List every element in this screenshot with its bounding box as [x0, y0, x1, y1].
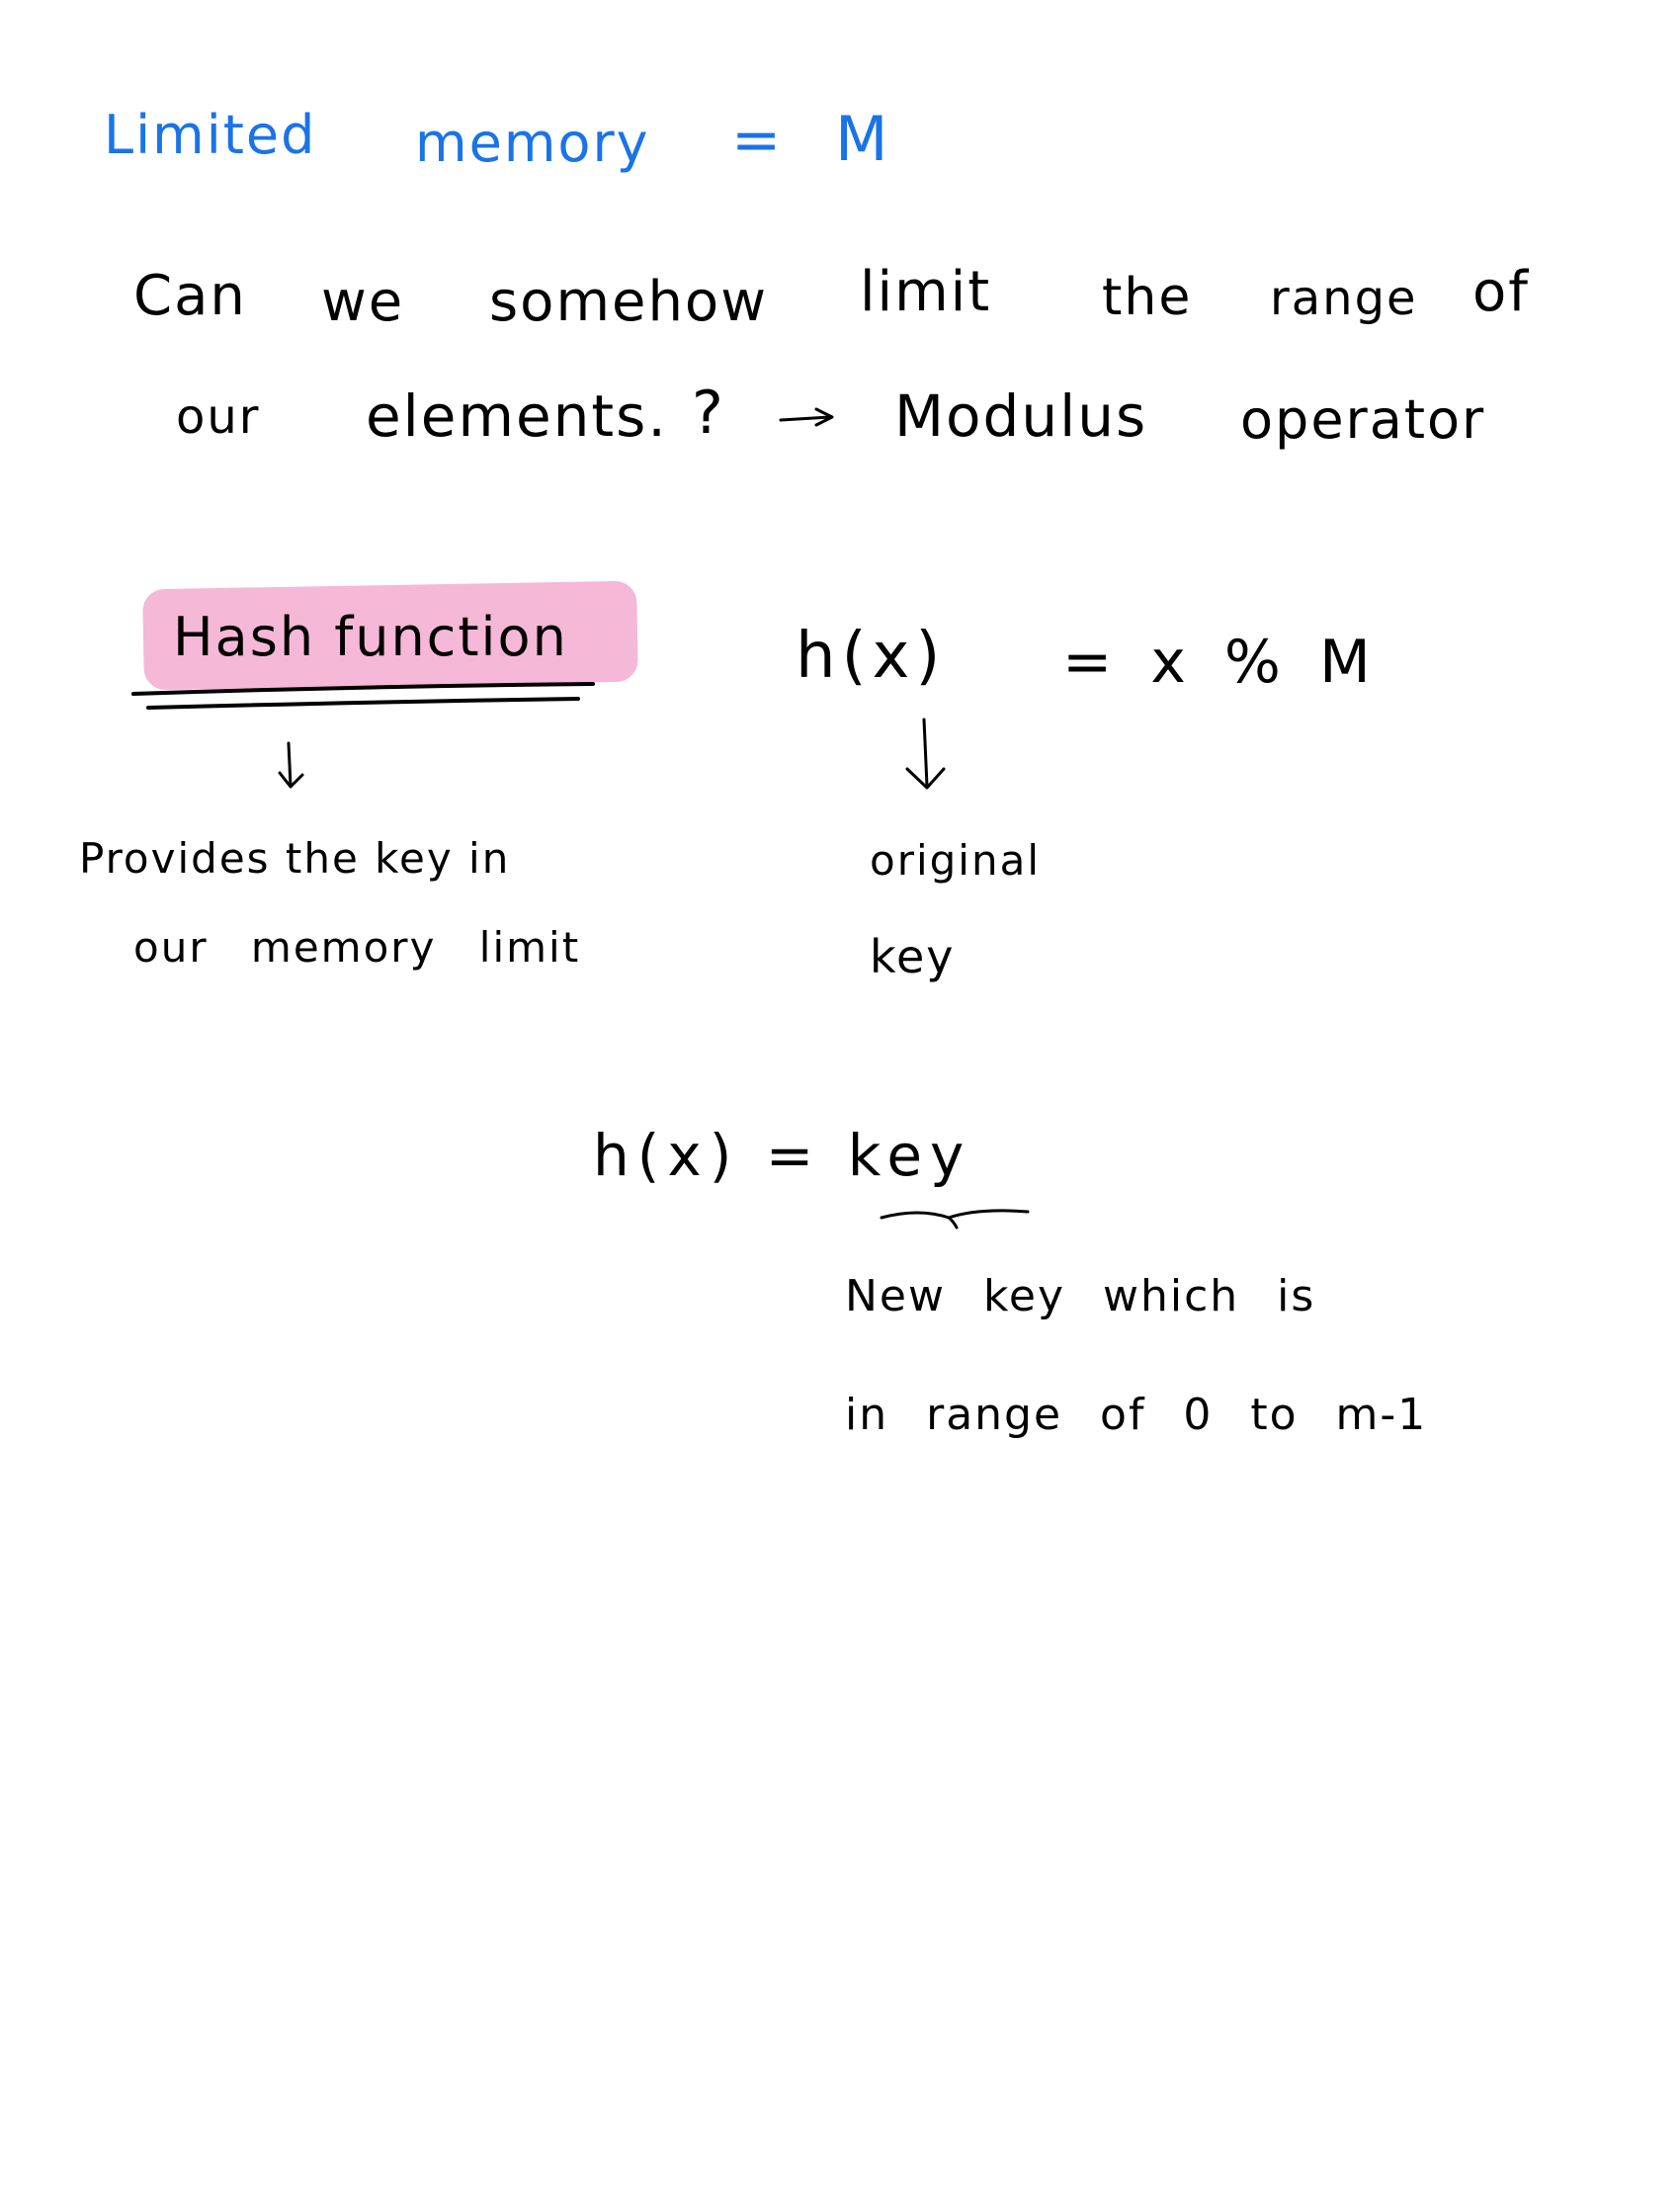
question-word-the: the — [1102, 268, 1193, 327]
result-note-line1: New key which is — [845, 1271, 1316, 1321]
hash-formula-hx: h(x) — [796, 620, 947, 693]
question-word-limit: limit — [860, 260, 992, 324]
question-word-we: we — [321, 270, 405, 334]
question-word-can: Can — [133, 264, 247, 328]
title-limited: Limited — [104, 104, 317, 166]
title-var-m: M — [835, 103, 890, 175]
result-formula: h(x) = key — [593, 1122, 972, 1189]
arrow-down-icon — [907, 720, 944, 788]
hash-description-line1: Provides the key in — [79, 834, 511, 883]
question-word-elements: elements. — [366, 382, 668, 450]
modulus-word: Modulus — [894, 382, 1148, 450]
double-underline — [133, 684, 593, 708]
result-note-line2: in range of 0 to m-1 — [845, 1390, 1428, 1440]
question-word-of: of — [1472, 260, 1530, 324]
arrow-down-icon — [280, 743, 302, 787]
question-mark: ? — [692, 379, 725, 448]
question-word-our: our — [176, 389, 261, 445]
hash-formula-rhs: = x % M — [1062, 628, 1381, 697]
question-word-somehow: somehow — [489, 270, 768, 334]
title-memory: memory — [415, 112, 650, 174]
underbrace-icon — [882, 1211, 1028, 1228]
hash-description-line2: our memory limit — [133, 923, 581, 972]
arrow-right-icon — [781, 409, 832, 425]
title-equals: = — [731, 106, 784, 175]
original-key-line1: original — [870, 836, 1041, 885]
original-key-line2: key — [870, 930, 956, 983]
question-word-range: range — [1270, 271, 1418, 326]
operator-word: operator — [1240, 388, 1486, 451]
hash-function-label: Hash function — [173, 606, 568, 668]
